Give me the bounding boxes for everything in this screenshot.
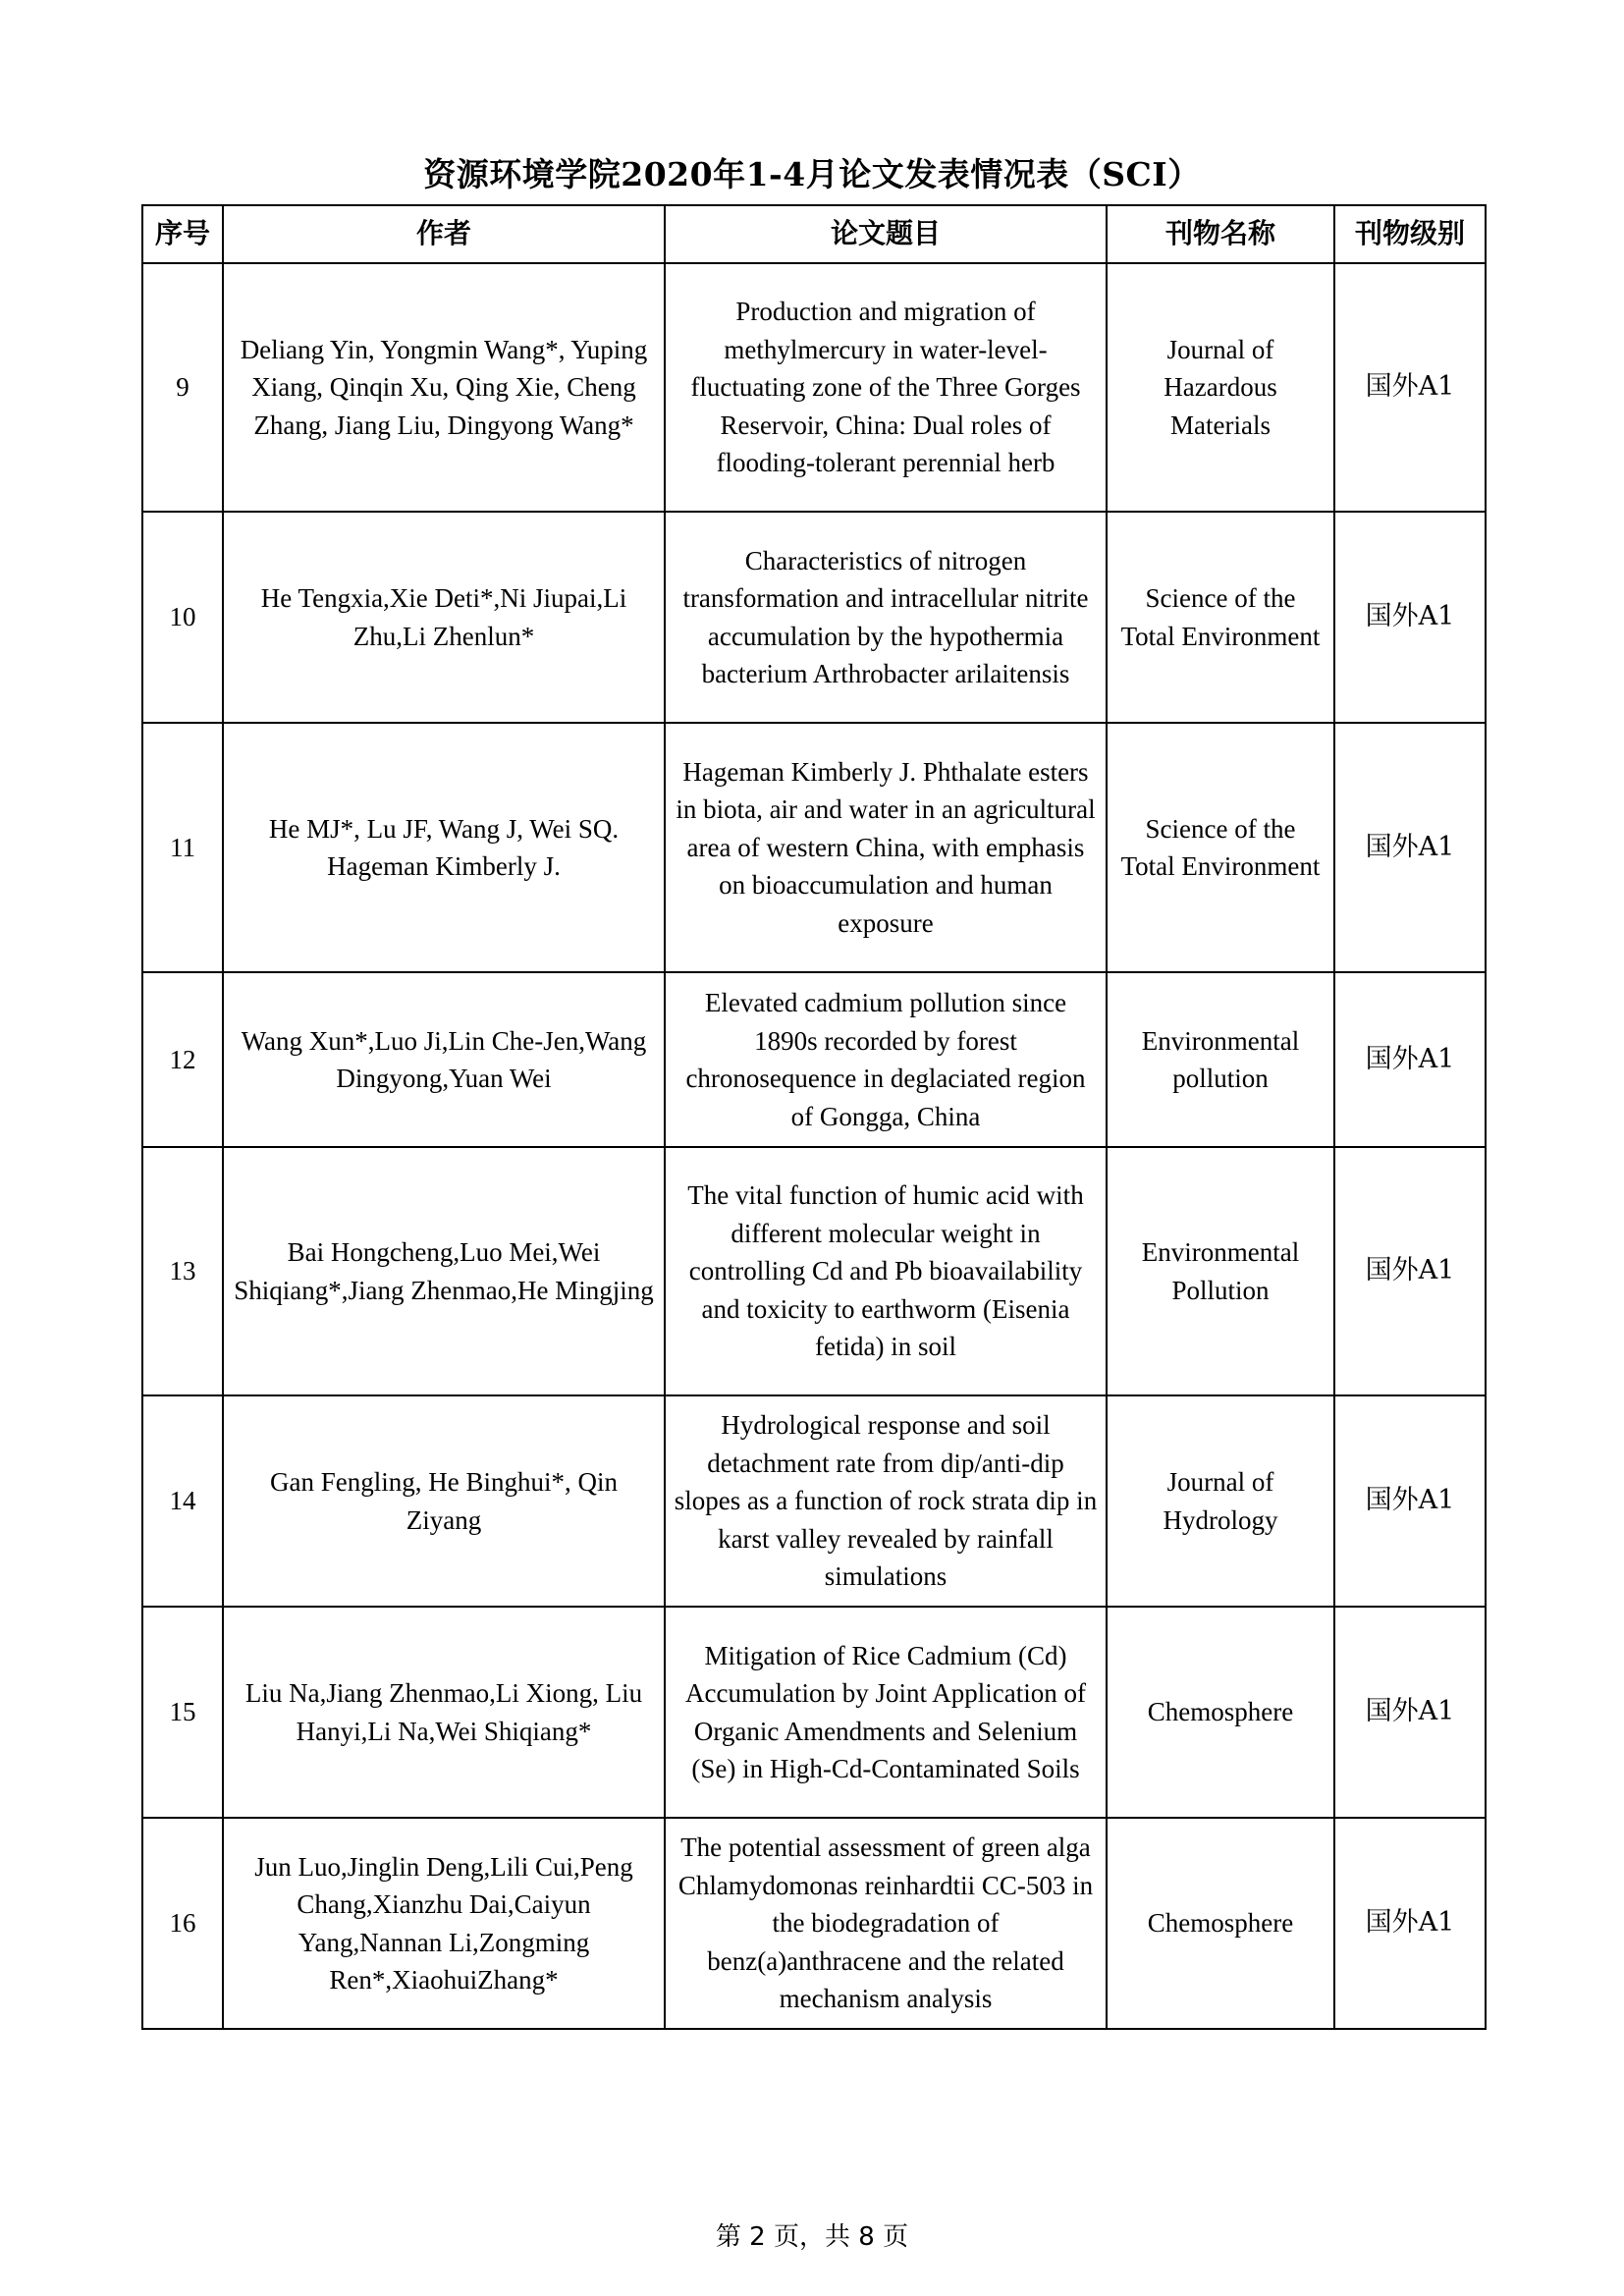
row-journal: Journal of Hydrology <box>1107 1395 1334 1607</box>
row-authors: Gan Fengling, He Binghui*, Qin Ziyang <box>223 1395 665 1607</box>
row-title: The potential assessment of green alga Chlamydomonas reinhardtii CC-503 in the biodegradation of benz(a)anthracene and the related mechanism analysis <box>665 1818 1107 2029</box>
header-authors: 作者 <box>223 205 665 263</box>
row-num: 9 <box>142 263 223 512</box>
table-row <box>142 512 1486 723</box>
row-journal: Journal of Hazardous Materials <box>1107 263 1334 512</box>
row-authors: Bai Hongcheng,Luo Mei,Wei Shiqiang*,Jiang Zhenmao,He Mingjing <box>223 1147 665 1395</box>
row-num: 15 <box>142 1607 223 1818</box>
table-row <box>142 972 1486 1147</box>
row-title: Hydrological response and soil detachment rate from dip/anti-dip slopes as a function of rock strata dip in karst valley revealed by rainfall simulations <box>665 1395 1107 1607</box>
row-authors: He MJ*, Lu JF, Wang J, Wei SQ. Hageman Kimberly J. <box>223 723 665 972</box>
table-row <box>142 1147 1486 1395</box>
row-journal: Environmental pollution <box>1107 972 1334 1147</box>
header-level: 刊物级别 <box>1334 205 1486 263</box>
row-level: 国外A1 <box>1334 1818 1486 2029</box>
row-journal: Science of the Total Environment <box>1107 512 1334 723</box>
row-num: 13 <box>142 1147 223 1395</box>
row-num: 12 <box>142 972 223 1147</box>
row-authors: Deliang Yin, Yongmin Wang*, Yuping Xiang, Qinqin Xu, Qing Xie, Cheng Zhang, Jiang Liu, Dingyong Wang* <box>223 263 665 512</box>
row-journal: Environmental Pollution <box>1107 1147 1334 1395</box>
table-row <box>142 723 1486 972</box>
row-authors: Jun Luo,Jinglin Deng,Lili Cui,Peng Chang,Xianzhu Dai,Caiyun Yang,Nannan Li,Zongming Ren*,XiaohuiZhang* <box>223 1818 665 2029</box>
row-level: 国外A1 <box>1334 1607 1486 1818</box>
row-journal: Chemosphere <box>1107 1607 1334 1818</box>
row-level: 国外A1 <box>1334 972 1486 1147</box>
row-num: 11 <box>142 723 223 972</box>
row-title: Elevated cadmium pollution since 1890s recorded by forest chronosequence in deglaciated region of Gongga, China <box>665 972 1107 1147</box>
row-level: 国外A1 <box>1334 1147 1486 1395</box>
row-title: Hageman Kimberly J. Phthalate esters in biota, air and water in an agricultural area of western China, with emphasis on bioaccumulation and human exposure <box>665 723 1107 972</box>
row-authors: He Tengxia,Xie Deti*,Ni Jiupai,Li Zhu,Li Zhenlun* <box>223 512 665 723</box>
row-level: 国外A1 <box>1334 723 1486 972</box>
row-authors: Wang Xun*,Luo Ji,Lin Che-Jen,Wang Dingyong,Yuan Wei <box>223 972 665 1147</box>
row-title: Characteristics of nitrogen transformation and intracellular nitrite accumulation by the hypothermia bacterium Arthrobacter arilaitensis <box>665 512 1107 723</box>
row-title: Production and migration of methylmercury in water-level-fluctuating zone of the Three Gorges Reservoir, China: Dual roles of flooding-tolerant perennial herb <box>665 263 1107 512</box>
header-journal: 刊物名称 <box>1107 205 1334 263</box>
row-num: 16 <box>142 1818 223 2029</box>
row-journal: Science of the Total Environment <box>1107 723 1334 972</box>
row-title: The vital function of humic acid with different molecular weight in controlling Cd and Pb bioavailability and toxicity to earthworm (Eisenia fetida) in soil <box>665 1147 1107 1395</box>
page-title: 资源环境学院2020年1-4月论文发表情况表（SCI） <box>423 155 1201 193</box>
row-title: Mitigation of Rice Cadmium (Cd) Accumulation by Joint Application of Organic Amendments and Selenium (Se) in High-Cd-Contaminated Soils <box>665 1607 1107 1818</box>
header-num: 序号 <box>142 205 223 263</box>
row-level: 国外A1 <box>1334 1395 1486 1607</box>
header-title: 论文题目 <box>665 205 1107 263</box>
row-level: 国外A1 <box>1334 263 1486 512</box>
publication-table <box>141 204 1487 2030</box>
table-header-row <box>142 205 1486 263</box>
row-num: 14 <box>142 1395 223 1607</box>
row-authors: Liu Na,Jiang Zhenmao,Li Xiong, Liu Hanyi,Li Na,Wei Shiqiang* <box>223 1607 665 1818</box>
table-row <box>142 1607 1486 1818</box>
row-num: 10 <box>142 512 223 723</box>
row-journal: Chemosphere <box>1107 1818 1334 2029</box>
row-level: 国外A1 <box>1334 512 1486 723</box>
page-footer: 第 2 页，共 8 页 <box>715 2222 909 2252</box>
table-row <box>142 1395 1486 1607</box>
table-row <box>142 263 1486 512</box>
table-row <box>142 1818 1486 2029</box>
